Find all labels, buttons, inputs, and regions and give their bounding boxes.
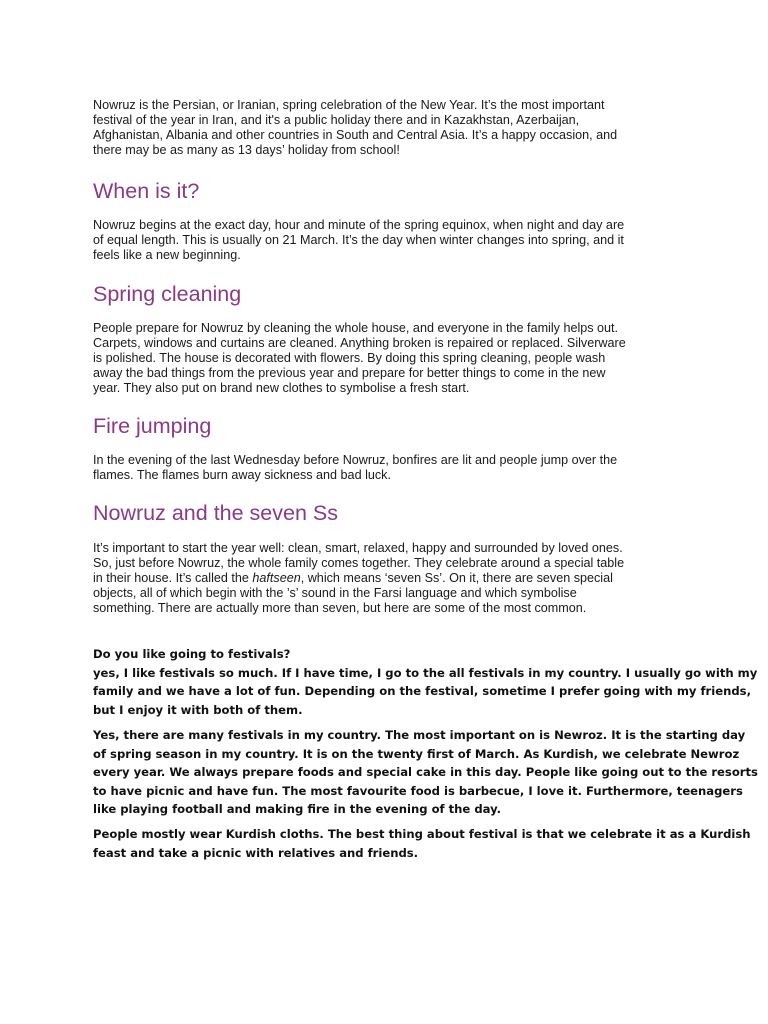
text-line: Nowruz begins at the exact day, hour and minute of the spring equinox, when night and day are (93, 218, 625, 232)
when-paragraph (93, 218, 624, 263)
spring-paragraph (93, 321, 626, 396)
heading-seven-ss: Nowruz and the seven Ss (93, 501, 338, 525)
text-line: like playing football and making fire in the evening of the day. (93, 802, 501, 816)
question-line: Do you like going to festivals? (93, 647, 291, 661)
answer-paragraph-2 (93, 726, 758, 819)
text-line: away the bad things from the previous year and prepare for better things to come in the new (93, 366, 606, 380)
text-line: festival of the year in Iran, and it's a public holiday there and in Kazakhstan, Azerbaijan, (93, 113, 580, 127)
text-line (93, 571, 624, 586)
text-line: something. There are actually more than seven, but here are some of the most common. (93, 601, 587, 615)
text-line: Afghanistan, Albania and other countries in South and Central Asia. It’s a happy occasion, and (93, 128, 618, 142)
text-line: to have picnic and have fun. The most favourite food is barbecue, I love it. Furthermore, teenagers (93, 783, 743, 798)
fire-paragraph (93, 453, 617, 483)
text-line: every year. We always prepare foods and special cake in this day. People like going out to the resorts (93, 765, 758, 779)
text-run: in their house. It’s called the (93, 571, 253, 585)
answer-paragraph-1 (93, 645, 757, 719)
text-line: Carpets, windows and curtains are cleaned. Anything broken is repaired or replaced. Silverware (93, 336, 626, 350)
text-line: there may be as many as 13 days’ holiday from school! (93, 143, 400, 157)
text-line: People mostly wear Kurdish cloths. The best thing about festival is that we celebrate it as a Kurdish (93, 827, 751, 841)
text-line: is polished. The house is decorated with flowers. By doing this spring cleaning, people wash (93, 351, 606, 365)
text-line: In the evening of the last Wednesday before Nowruz, bonfires are lit and people jump over the (93, 453, 618, 467)
text-line: but I enjoy it with both of them. (93, 702, 303, 717)
text-line: It’s important to start the year well: clean, smart, relaxed, happy and surrounded by loved ones. (93, 541, 623, 555)
text-line: feast and take a picnic with relatives and friends. (93, 845, 419, 860)
text-line: flames. The flames burn away sickness and bad luck. (93, 468, 391, 482)
heading-spring-cleaning: Spring cleaning (93, 282, 242, 306)
text-line: of equal length. This is usually on 21 March. It’s the day when winter changes into spring, and it (93, 233, 624, 247)
heading-when-is-it: When is it? (93, 179, 200, 203)
text-line: Nowruz is the Persian, or Iranian, spring celebration of the New Year. It’s the most important (93, 98, 605, 112)
text-line: year. They also put on brand new clothes to symbolise a fresh start. (93, 381, 470, 395)
text-run: , which means ‘seven Ss’. On it, there are seven special (300, 571, 613, 585)
text-line: of spring season in my country. It is on the twenty first of March. As Kurdish, we celebrate Newroz (93, 746, 740, 761)
heading-fire-jumping: Fire jumping (93, 414, 212, 438)
seven-paragraph (93, 541, 624, 616)
text-line: objects, all of which begin with the ’s’ sound in the Farsi language and which symbolise (93, 586, 577, 600)
haftseen-term: haftseen (252, 571, 301, 585)
answer-paragraph-3 (93, 825, 751, 862)
intro-paragraph (93, 98, 617, 158)
text-line: yes, I like festivals so much. If I have time, I go to the all festivals in my country. I usually go with my (93, 665, 758, 680)
text-line: People prepare for Nowruz by cleaning the whole house, and everyone in the family helps out. (93, 321, 619, 335)
text-line: family and we have a lot of fun. Depending on the festival, sometime I prefer going with my friends, (93, 684, 751, 698)
text-line: So, just before Nowruz, the whole family comes together. They celebrate around a special table (93, 556, 625, 570)
text-line: Yes, there are many festivals in my country. The most important on is Newroz. It is the starting day (93, 728, 746, 742)
text-line: feels like a new beginning. (93, 248, 241, 262)
